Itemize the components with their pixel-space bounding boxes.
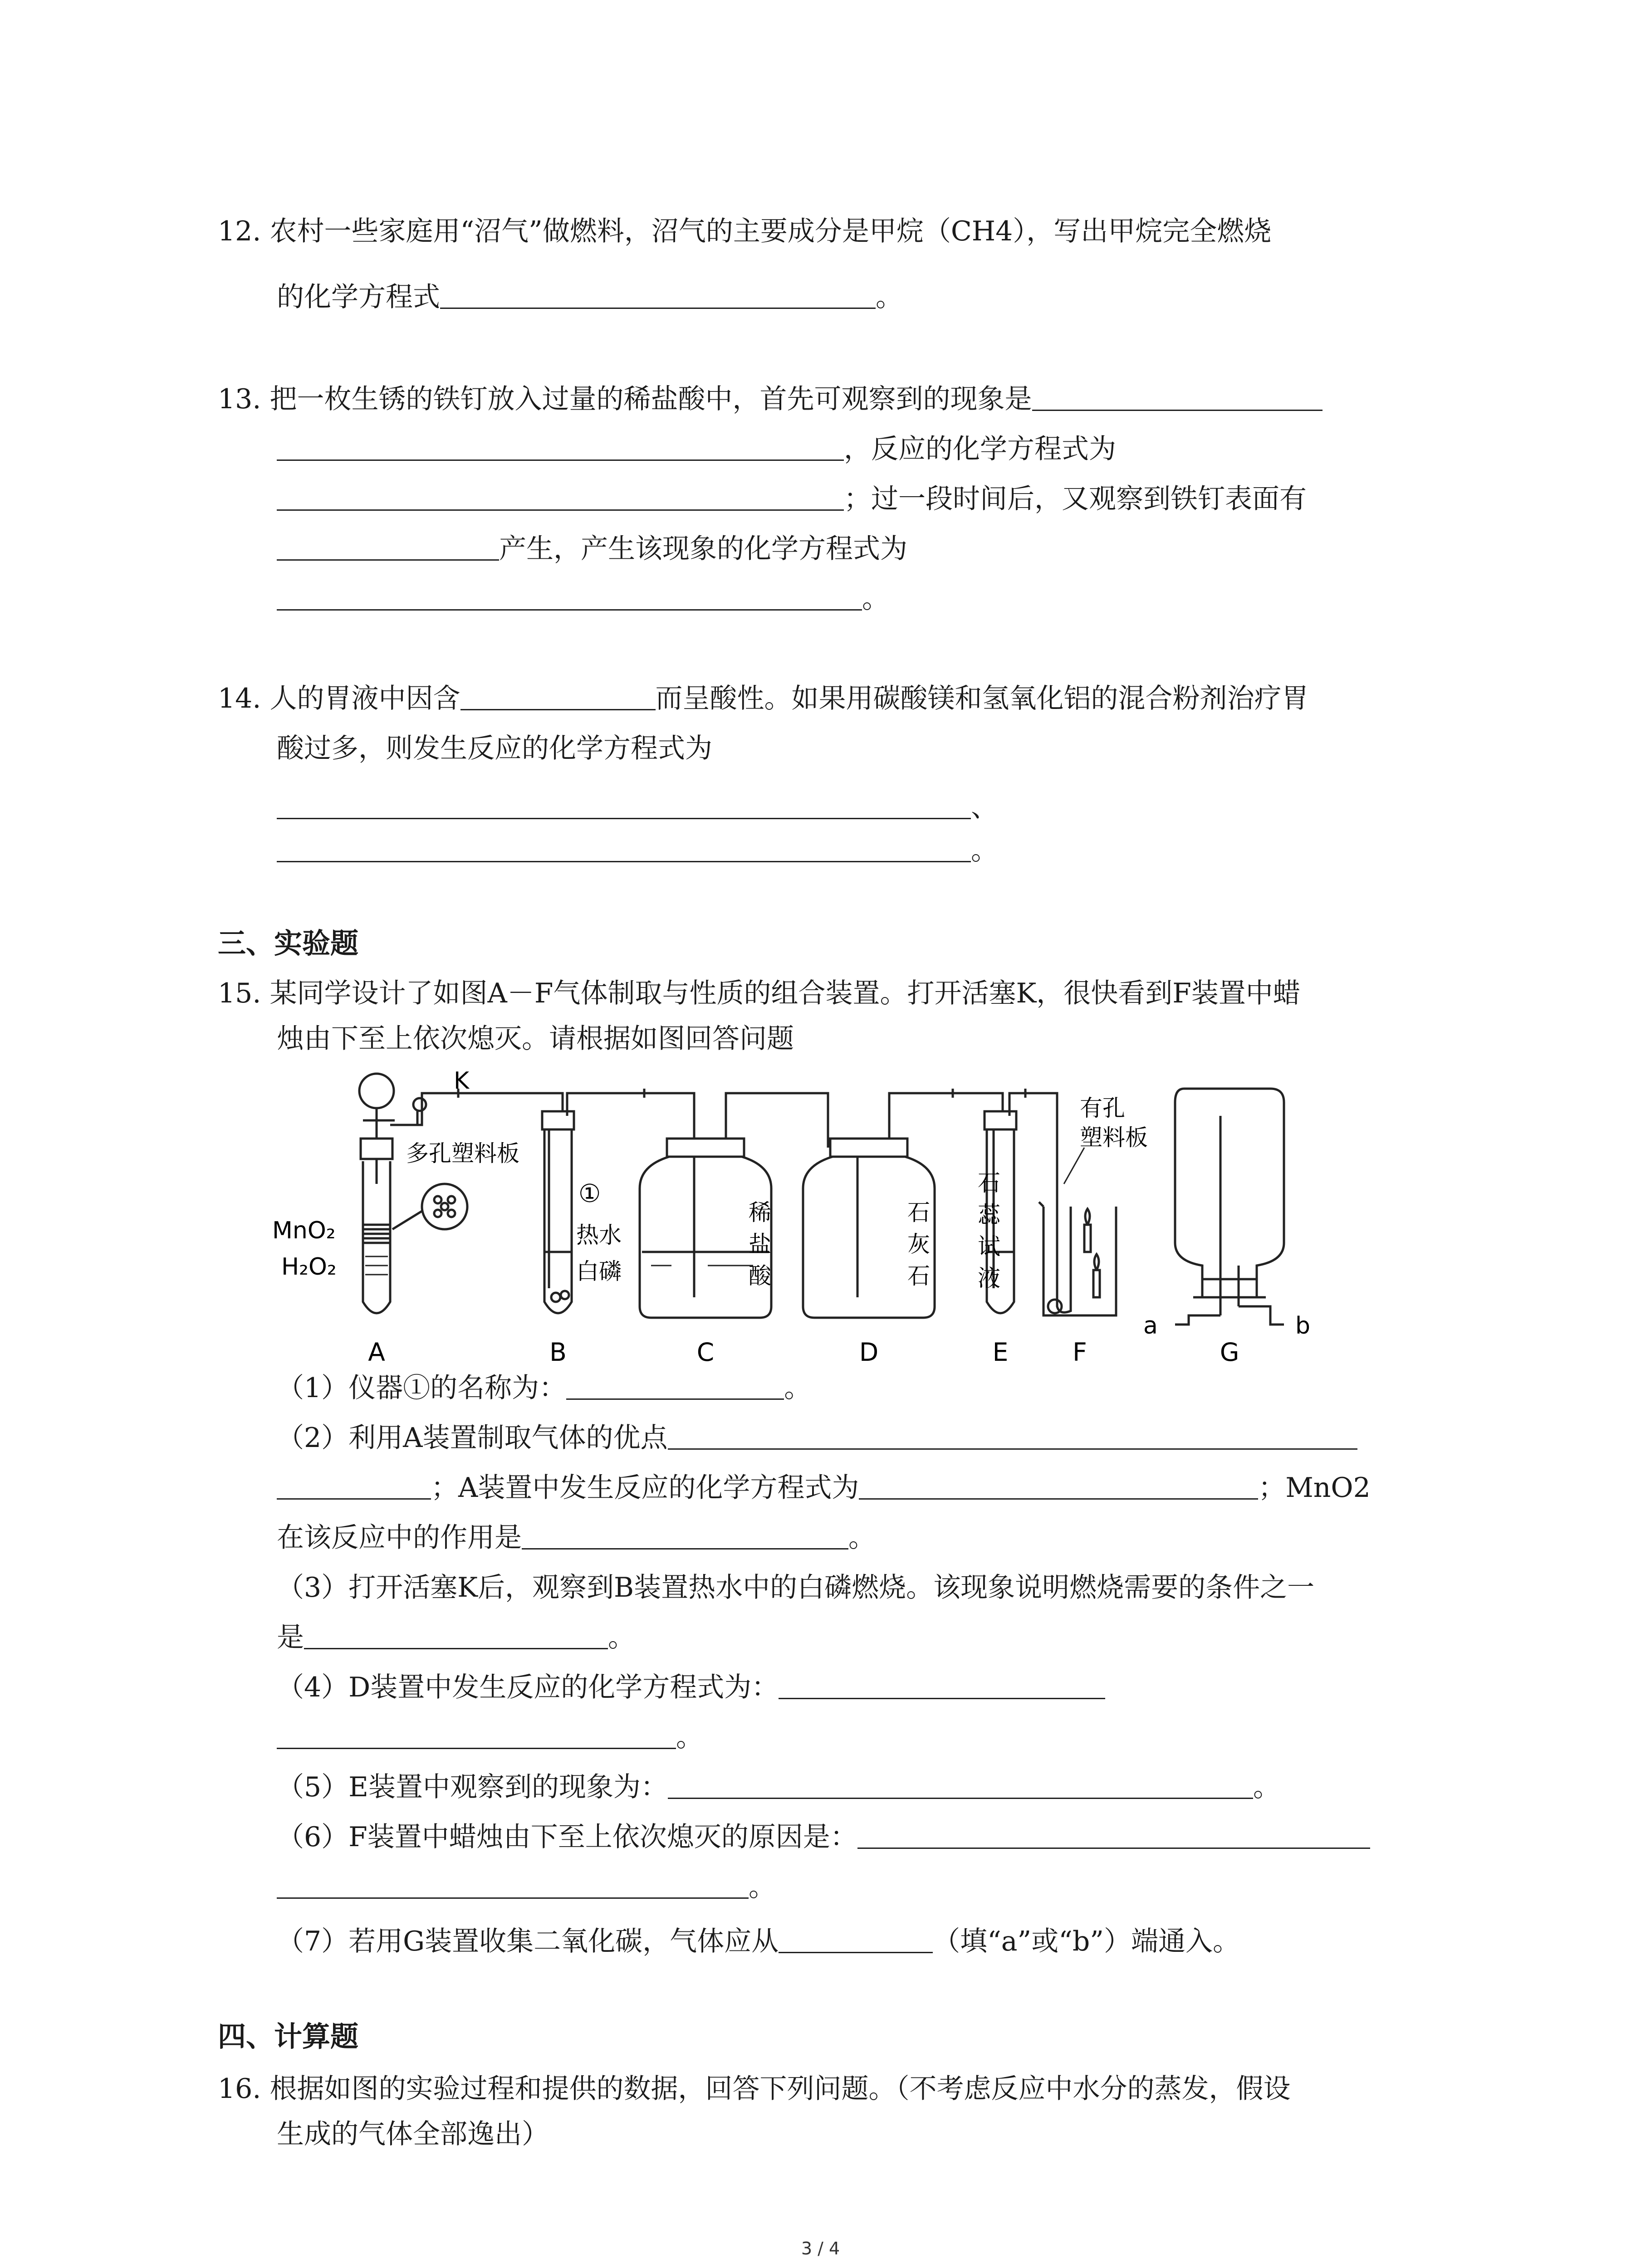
q15-p4-blank-2[interactable]: [277, 1722, 676, 1749]
stopcock-label: K: [454, 1070, 470, 1095]
q14-blank-2[interactable]: [277, 792, 971, 819]
q15-p3-text-b: 是: [277, 1622, 304, 1653]
port-b-label: b: [1295, 1312, 1311, 1339]
q15-p7-text-b: （填“a”或“b”）端通入。: [933, 1926, 1240, 1957]
q15-p3-blank[interactable]: [304, 1623, 608, 1649]
limestone-char-3: 石: [907, 1263, 930, 1289]
q15-p7-blank[interactable]: [779, 1926, 933, 1953]
q13-line3: [277, 481, 1307, 517]
litmus-char-2: 蕊: [978, 1202, 1000, 1228]
q15-p1-end: 。: [784, 1372, 812, 1404]
q14-line2: 酸过多，则发生反应的化学方程式为: [277, 733, 712, 764]
q15-line2: 烛由下至上依次熄灭。请根据如图回答问题: [277, 1023, 794, 1055]
q14-prompt-a: 14. 人的胃液中因含: [218, 683, 460, 714]
q15-p4-line2: [277, 1719, 703, 1755]
hot-water-label: 热水: [576, 1222, 622, 1248]
q15-p1: [277, 1370, 811, 1406]
q15-p5: [277, 1769, 1280, 1805]
q15-p5-blank[interactable]: [668, 1772, 1253, 1799]
section3-title: 三、实验题: [218, 927, 359, 960]
q14-line1: [218, 680, 1309, 717]
q15-p6-line1: [277, 1819, 1370, 1855]
q12-line2: [277, 279, 903, 315]
label-e: E: [992, 1338, 1009, 1367]
q15-p2-text-c: ；MnO2: [1258, 1472, 1371, 1504]
q15-p2-blank-4[interactable]: [522, 1523, 848, 1549]
label-f: F: [1073, 1338, 1087, 1367]
mno2-label: MnO₂: [272, 1217, 336, 1244]
q15-p7: [277, 1923, 1240, 1960]
q14-sep: 、: [971, 792, 998, 823]
acid-char-3: 酸: [749, 1263, 771, 1289]
q15-p3-line1: （3）打开活塞K后，观察到B装置热水中的白磷燃烧。该现象说明燃烧需要的条件之一: [277, 1572, 1315, 1603]
litmus-char-1: 石: [978, 1170, 1000, 1196]
q15-p2-text-b: ；A装置中发生反应的化学方程式为: [431, 1472, 859, 1504]
q15-p5-text: （5）E装置中观察到的现象为：: [277, 1771, 668, 1803]
q15-p4-line1: [277, 1669, 1105, 1706]
litmus-char-4: 液: [978, 1265, 1000, 1291]
q13-blank-4[interactable]: [277, 534, 499, 561]
q15-line1: 15. 某同学设计了如图A－F气体制取与性质的组合装置。打开活塞K，很快看到F装置中蜡: [218, 978, 1300, 1009]
q12-end: 。: [876, 281, 903, 313]
q15-p4-text: （4）D装置中发生反应的化学方程式为：: [277, 1672, 779, 1703]
q13-prompt: 13. 把一枚生锈的铁钉放入过量的稀盐酸中，首先可观察到的现象是: [218, 383, 1032, 415]
q13-end: 。: [862, 583, 889, 615]
q13-text-4: 产生，产生该现象的化学方程式为: [499, 533, 907, 565]
q15-p6-blank-1[interactable]: [857, 1822, 1370, 1849]
q15-p2-blank-3[interactable]: [859, 1473, 1258, 1500]
q13-blank-3[interactable]: [277, 484, 844, 511]
label-a: A: [368, 1338, 385, 1367]
q15-p2-line3: [277, 1520, 876, 1556]
q15-p2-end: 。: [848, 1522, 876, 1554]
q15-p6-end: 。: [749, 1871, 776, 1903]
q13-line1: [218, 381, 1323, 417]
acid-char-2: 盐: [749, 1231, 771, 1257]
q15-p2-line1: [277, 1420, 1357, 1456]
q15-p7-text-a: （7）若用G装置收集二氧化碳，气体应从: [277, 1926, 779, 1957]
q13-blank-5[interactable]: [277, 584, 862, 611]
q14-line4: [277, 832, 998, 869]
q12-line1: 12. 农村一些家庭用“沼气”做燃料，沼气的主要成分是甲烷（CH4），写出甲烷完全燃烧: [218, 215, 1272, 247]
bottle-g: [1175, 1089, 1284, 1284]
q15-p3-line2: [277, 1619, 635, 1656]
q15-p2-text-d: 在该反应中的作用是: [277, 1522, 522, 1554]
white-p-label: 白磷: [576, 1258, 622, 1285]
q12-prompt: 的化学方程式: [277, 281, 440, 313]
q15-p1-blank[interactable]: [566, 1373, 784, 1400]
q16-line2: 生成的气体全部逸出）: [277, 2118, 549, 2150]
q15-p6-blank-2[interactable]: [277, 1872, 749, 1899]
q15-p1-text: （1）仪器①的名称为：: [277, 1372, 567, 1404]
section4-title: 四、计算题: [218, 2020, 359, 2053]
q13-text-2: ，反应的化学方程式为: [844, 433, 1116, 465]
limestone-char-1: 石: [907, 1199, 930, 1226]
q13-line4: [277, 531, 907, 567]
q13-blank-1[interactable]: [1032, 384, 1323, 411]
q14-line3: [277, 789, 998, 826]
port-a-label: a: [1143, 1312, 1158, 1339]
label-d: D: [859, 1338, 879, 1367]
litmus-char-3: 试: [978, 1233, 1000, 1260]
q13-text-3: ；过一段时间后，又观察到铁钉表面有: [844, 483, 1307, 515]
q15-p2-blank-1[interactable]: [668, 1423, 1357, 1450]
label-c: C: [696, 1338, 715, 1367]
h2o2-label: H₂O₂: [281, 1253, 337, 1281]
q15-p6-line2: [277, 1869, 776, 1905]
q13-line5: [277, 581, 889, 617]
apparatus-figure: [272, 1070, 1316, 1370]
q14-blank-1[interactable]: [460, 684, 656, 710]
q14-end: 。: [971, 835, 998, 866]
plate-label: 多孔塑料板: [406, 1140, 519, 1167]
funnel-bulb: [359, 1074, 394, 1108]
q15-p2-line2: [277, 1470, 1371, 1506]
label-b: B: [549, 1338, 567, 1367]
q14-blank-3[interactable]: [277, 836, 971, 862]
q13-blank-2[interactable]: [277, 434, 844, 461]
q15-p3-end: 。: [608, 1622, 635, 1653]
q14-prompt-b: 而呈酸性。如果用碳酸镁和氢氧化铝的混合粉剂治疗胃: [655, 683, 1309, 714]
label-g: G: [1220, 1338, 1239, 1367]
acid-char-1: 稀: [749, 1199, 771, 1226]
plate-f-label-2: 塑料板: [1080, 1124, 1148, 1151]
q15-p2-blank-2[interactable]: [277, 1473, 431, 1500]
q15-p2-text-a: （2）利用A装置制取气体的优点: [277, 1422, 668, 1454]
page-number: 3 / 4: [801, 2239, 840, 2258]
q15-p4-blank-1[interactable]: [779, 1672, 1105, 1699]
q13-line2: [277, 431, 1116, 467]
q12-answer-blank[interactable]: [440, 282, 876, 309]
plate-f-label-1: 有孔: [1080, 1095, 1125, 1121]
q16-line1: 16. 根据如图的实验过程和提供的数据，回答下列问题。（不考虑反应中水分的蒸发，假设: [218, 2073, 1291, 2105]
q15-p5-end: 。: [1253, 1771, 1280, 1803]
instrument-1-label: ①: [578, 1179, 601, 1208]
q15-p4-end: 。: [676, 1721, 703, 1753]
limestone-char-2: 灰: [907, 1231, 930, 1257]
q15-p6-text: （6）F装置中蜡烛由下至上依次熄灭的原因是：: [277, 1821, 857, 1853]
